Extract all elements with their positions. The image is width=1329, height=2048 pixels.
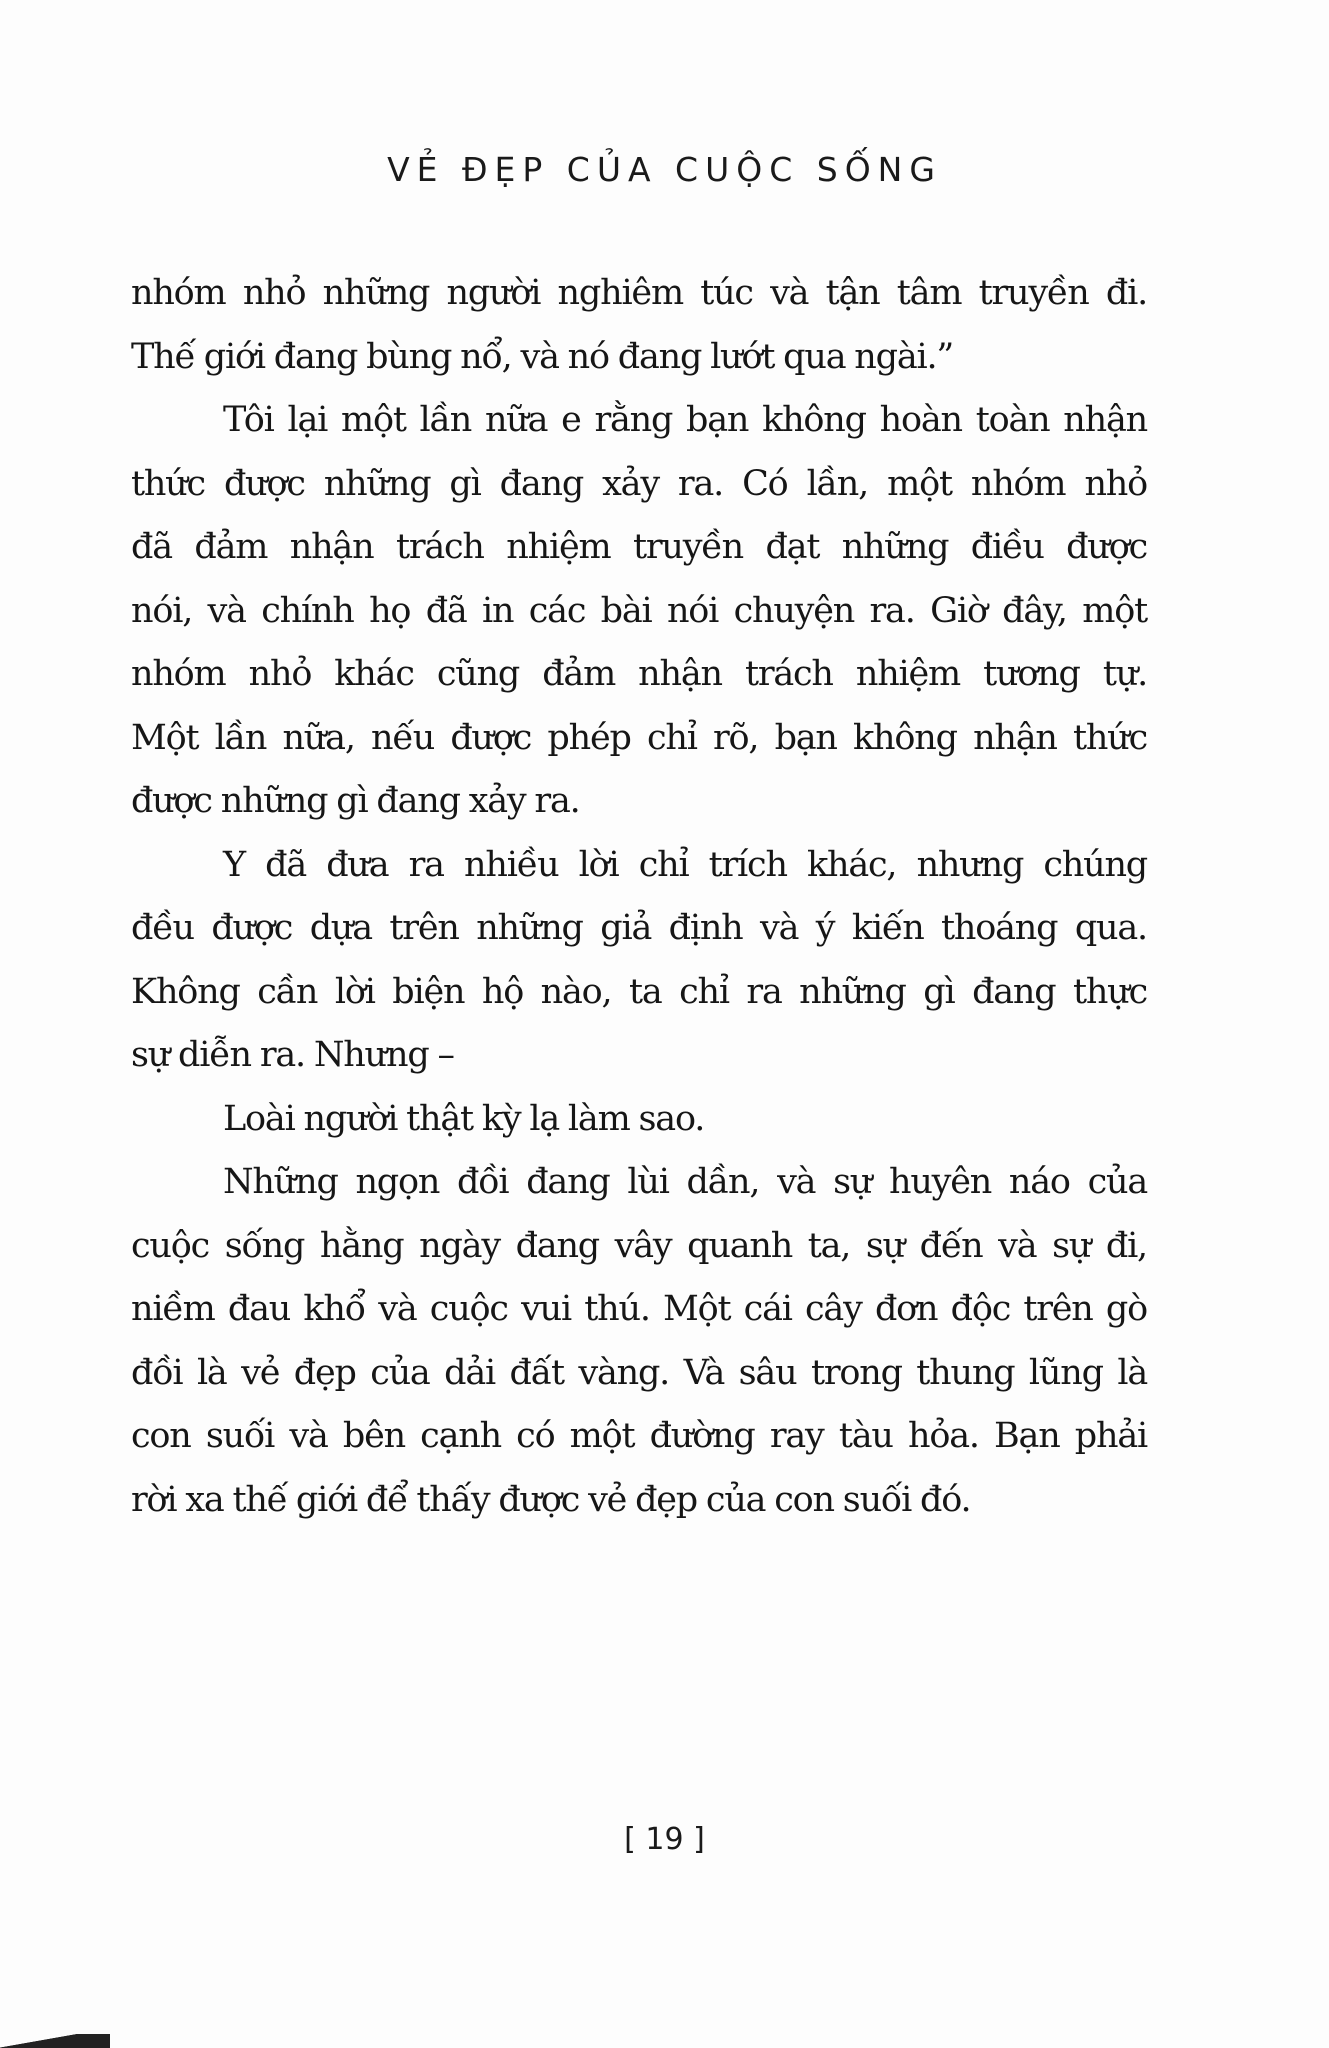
page-edge-shadow xyxy=(0,2034,110,2048)
page-number: [ 19 ] xyxy=(624,1822,705,1857)
text-line: niềm đau khổ và cuộc vui thú. Một cái cây đơn độc trên gò xyxy=(131,1289,1147,1329)
text-line: Không cần lời biện hộ nào, ta chỉ ra những gì đang thực xyxy=(131,971,1147,1012)
body-text xyxy=(131,262,1147,1532)
text-line: Y đã đưa ra nhiều lời chỉ trích khác, nhưng chúng xyxy=(223,844,1147,885)
text-line: Thế giới đang bùng nổ, và nó đang lướt qua ngài.” xyxy=(131,336,954,377)
text-line: được những gì đang xảy ra. xyxy=(131,781,580,821)
text-line: nhóm nhỏ khác cũng đảm nhận trách nhiệm tương tự. xyxy=(131,654,1147,694)
paragraph-3 xyxy=(131,834,1147,1088)
paragraph-2 xyxy=(131,389,1147,834)
text-line: con suối và bên cạnh có một đường ray tàu hỏa. Bạn phải xyxy=(131,1416,1147,1456)
text-line: thức được những gì đang xảy ra. Có lần, một nhóm nhỏ xyxy=(131,463,1147,504)
text-line: Tôi lại một lần nữa e rằng bạn không hoàn toàn nhận xyxy=(223,400,1147,440)
text-line: đã đảm nhận trách nhiệm truyền đạt những điều được xyxy=(131,527,1147,567)
running-head: VẺ ĐẸP CỦA CUỘC SỐNG xyxy=(387,150,942,189)
text-line: Loài người thật kỳ lạ làm sao. xyxy=(223,1098,705,1139)
text-line: đồi là vẻ đẹp của dải đất vàng. Và sâu trong thung lũng là xyxy=(131,1352,1147,1393)
text-line: Một lần nữa, nếu được phép chỉ rõ, bạn không nhận thức xyxy=(131,717,1147,758)
text-line: rời xa thế giới để thấy được vẻ đẹp của con suối đó. xyxy=(131,1479,971,1520)
text-line: nhóm nhỏ những người nghiêm túc và tận tâm truyền đi. xyxy=(131,273,1147,313)
text-line: sự diễn ra. Nhưng – xyxy=(131,1035,454,1075)
text-line: Những ngọn đồi đang lùi dần, và sự huyên náo của xyxy=(223,1162,1147,1202)
text-line: cuộc sống hằng ngày đang vây quanh ta, sự đến và sự đi, xyxy=(131,1225,1147,1266)
text-line: đều được dựa trên những giả định và ý kiến thoáng qua. xyxy=(131,908,1147,948)
paragraph-4 xyxy=(131,1088,1147,1152)
paragraph-5 xyxy=(131,1151,1147,1532)
paragraph-1 xyxy=(131,262,1147,389)
text-line: nói, và chính họ đã in các bài nói chuyện ra. Giờ đây, một xyxy=(131,590,1147,631)
